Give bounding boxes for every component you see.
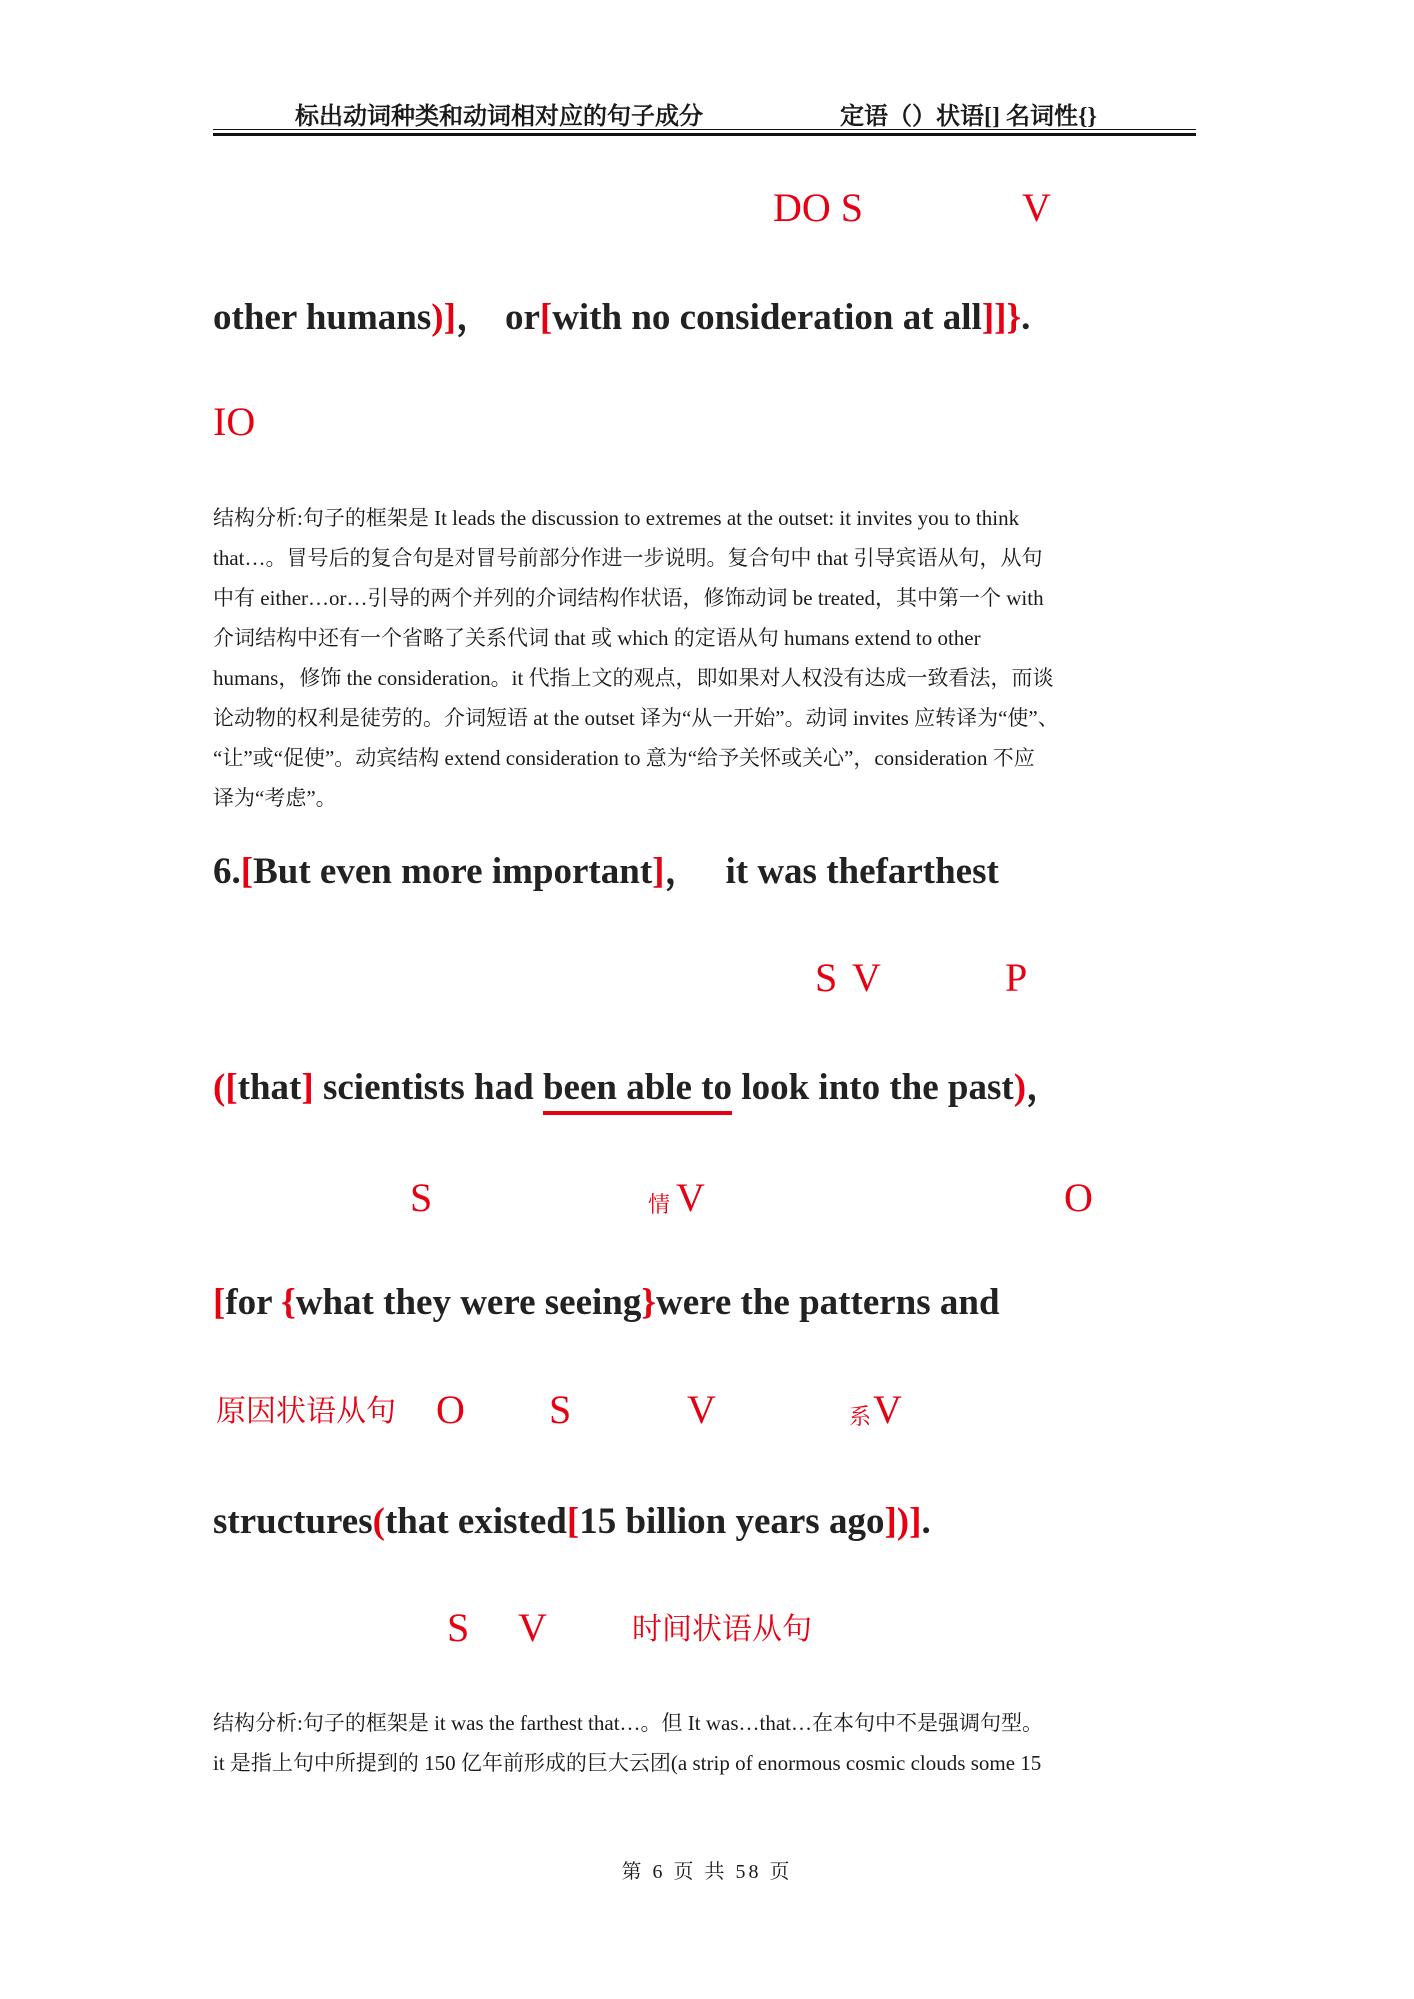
sentence1-period: . [1021,297,1031,338]
annotation-v: V [1022,185,1051,230]
header-rule [213,129,1196,136]
item-number: 6. [213,851,241,892]
sentence4-text: structures [213,1501,373,1542]
sentence3-text: were the patterns and [655,1282,1000,1323]
annotation-io: IO [213,399,256,444]
sentence4-bracket: [ [566,1501,580,1542]
annotation-row-io [0,399,1414,448]
sentence1-text: or [504,297,540,338]
annotation-v: V [518,1605,547,1650]
sentence2-text: that [237,1067,302,1108]
annotation-row-4 [0,1387,1414,1436]
sentence1-brackets: ]]} [981,297,1022,338]
annotation-v: V [873,1387,902,1432]
annotation-s: S [447,1605,470,1650]
sentence4-period: . [921,1501,931,1542]
annotation-xi: 系 [849,1404,872,1429]
sentence2-bracket: [ [225,1067,238,1108]
paragraph-line: 译为“考虑”。 [213,786,337,810]
paragraph-line: 中有 either…or…引导的两个并列的介词结构作状语，修饰动词 be treated，其中第一个 with [213,586,1044,610]
paragraph-line: 介词结构中还有一个省略了关系代词 that 或 which 的定语从句 humans extend to other [213,626,981,650]
sentence2-underlined-text: been able to [543,1067,732,1115]
sentence3-brace: } [641,1282,656,1323]
heading6-text: But even more important [253,851,653,892]
annotation-v: V [852,955,881,1000]
annotation-o: O [436,1387,465,1432]
sentence4-paren: ( [372,1501,385,1542]
sentence3-bracket: [ [213,1282,226,1323]
paragraph-line: 结构分析:句子的框架是 It leads the discussion to extremes at the outset: it invites you to think [213,506,1020,530]
sentence2-text: look into the past [732,1067,1014,1108]
sentence2-bracket: ] [301,1067,314,1108]
sentence2-paren: ) [1013,1067,1027,1108]
sentence4-text: 15 billion years ago [579,1501,885,1542]
annotation-p: P [1005,955,1028,1000]
analyzed-sentence-2 [213,1066,1063,1110]
annotation-row-2 [0,955,1414,1004]
heading6-text: it was thefarthest [725,851,999,892]
sentence3-text: for [225,1282,282,1323]
analysis-paragraph-2 [213,1703,1196,1783]
sentence2-text: scientists had [313,1067,543,1108]
analyzed-sentence-4 [213,1500,931,1544]
header-left-title: 标出动词种类和动词相对应的句子成分 [295,104,703,130]
annotation-o: O [1064,1175,1093,1220]
analyzed-sentence-3 [213,1281,1000,1325]
page-number-footer: 第 6 页 共 58 页 [621,1861,793,1883]
heading6-bracket: [ [240,851,254,892]
header-right-legend: 定语（）状语[] 名词性{} [840,104,1097,130]
analyzed-sentence-6-heading [213,850,999,894]
annotation-v: V [676,1175,705,1220]
annotation-s: S [815,955,838,1000]
paragraph-line: humans，修饰 the consideration。it 代指上文的观点，即如果对人权没有达成一致看法，而谈 [213,666,1054,690]
sentence1-brackets: )] [431,297,456,338]
annotation-row-3 [0,1175,1414,1224]
heading6-comma: ， [664,851,702,892]
analyzed-sentence-1 [213,296,1030,340]
annotation-v: V [687,1387,716,1432]
annotation-qing: 情 [648,1192,671,1217]
sentence3-text: what they were seeing [295,1282,642,1323]
heading6-bracket: ] [652,851,665,892]
sentence1-text: with no consideration at all [552,297,982,338]
sentence2-comma: ， [1026,1067,1064,1108]
sentence1-bracket: [ [539,297,553,338]
sentence3-brace: { [281,1282,296,1323]
sentence2-paren: ( [213,1067,226,1108]
paragraph-line: it 是指上句中所提到的 150 亿年前形成的巨大云团(a strip of enormous cosmic clouds some 15 [213,1751,1042,1775]
annotation-do-s: DO S [773,185,864,230]
sentence1-comma: ， [455,297,493,338]
annotation-reason-clause-label: 原因状语从句 [216,1395,396,1428]
annotation-s: S [410,1175,433,1220]
sentence1-text: other humans [213,297,432,338]
annotation-row-1 [0,185,1414,234]
paragraph-line: 结构分析:句子的框架是 it was the farthest that…。但 It was…that…在本句中不是强调句型。 [213,1711,1044,1735]
paragraph-line: that…。冒号后的复合句是对冒号前部分作进一步说明。复合句中 that 引导宾语从句，从句 [213,546,1043,570]
sentence4-brackets: ])] [884,1501,922,1542]
paragraph-line: 论动物的权利是徒劳的。介词短语 at the outset 译为“从一开始”。动词 invites 应转译为“使”、 [213,706,1059,730]
analysis-paragraph-1 [213,498,1196,818]
annotation-row-5 [0,1605,1414,1654]
paragraph-line: “让”或“促使”。动宾结构 extend consideration to 意为“给予关怀或关心”，consideration 不应 [213,746,1035,770]
annotation-s: S [549,1387,572,1432]
sentence4-text: that existed [384,1501,567,1542]
annotation-time-clause-label: 时间状语从句 [632,1613,812,1646]
